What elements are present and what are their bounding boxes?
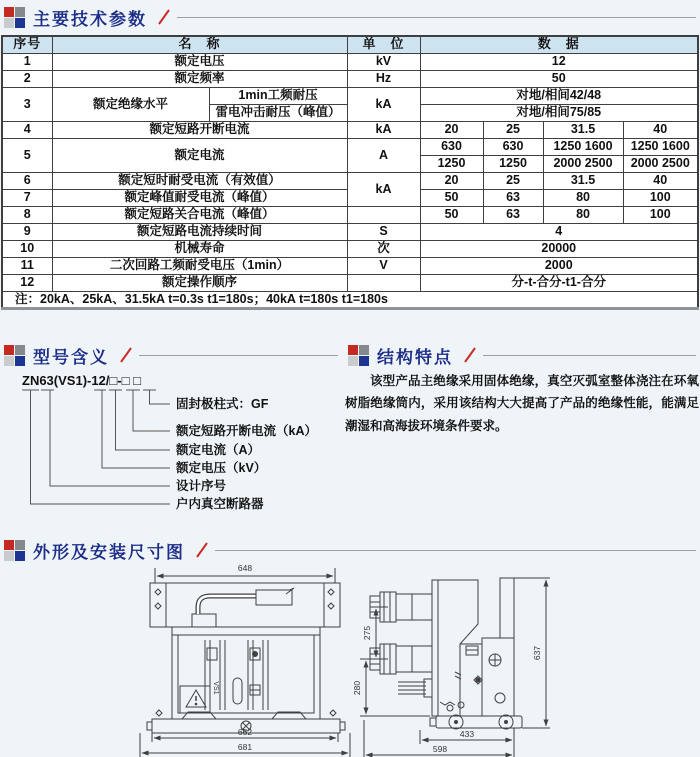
cell-name: 二次回路工频耐受电压（1min） [52, 257, 347, 274]
section-header-params [4, 5, 696, 29]
dimension-label: 275 [362, 625, 372, 641]
cell-data: 1250 1600 [543, 138, 623, 155]
cell-data: 630 [483, 138, 543, 155]
cell-data: 1250 [420, 155, 483, 172]
table-row [2, 87, 698, 104]
cell-subname: 雷电冲击耐压（峰值） [209, 104, 347, 121]
cell-no: 3 [2, 87, 52, 121]
model-label: 额定电流（A） [176, 443, 261, 457]
cell-data: 2000 2500 [543, 155, 623, 172]
cell-no: 12 [2, 274, 52, 291]
model-label: 户内真空断路器 [176, 497, 264, 511]
structure-paragraph: 该型产品主绝缘采用固体绝缘，真空灭弧室整体浇注在环氧树脂绝缘筒内，采用该结构大大提高了产品的绝缘性能，能满足潮湿和高海拔环境条件要求。 [345, 374, 699, 433]
table-note: 注：20kA、25kA、31.5kA t=0.3s t1=180s；40kA t=180s t1=180s [2, 291, 698, 308]
front-body-label: VS1 [212, 681, 219, 695]
red-slash-icon [463, 346, 477, 364]
divider-line [177, 17, 696, 18]
cell-subname: 1min工频耐压 [209, 87, 347, 104]
cell-no: 4 [2, 121, 52, 138]
model-label: 设计序号 [176, 479, 227, 493]
cell-data: 25 [483, 172, 543, 189]
cell-data: 100 [623, 206, 698, 223]
dimension-drawings [0, 560, 700, 757]
section-header-structure [348, 343, 696, 367]
cell-unit: kV [347, 53, 420, 70]
cell-data: 20000 [420, 240, 698, 257]
cell-name: 额定峰值耐受电流（峰值） [52, 189, 347, 206]
cell-unit [347, 274, 420, 291]
cell-no: 5 [2, 138, 52, 172]
cell-unit: A [347, 138, 420, 172]
cell-name: 额定短时耐受电流（有效值） [52, 172, 347, 189]
cell-data: 2000 [420, 257, 698, 274]
cell-no: 1 [2, 53, 52, 70]
red-slash-icon [157, 8, 171, 26]
model-code: ZN63(VS1)-12/□-□ □ [22, 373, 141, 388]
section-marker-icon [4, 540, 25, 561]
cell-name: 机械寿命 [52, 240, 347, 257]
red-slash-icon [119, 346, 133, 364]
cell-data: 63 [483, 189, 543, 206]
cell-data: 50 [420, 70, 698, 87]
cell-unit: kA [347, 121, 420, 138]
cell-data: 1250 1600 [623, 138, 698, 155]
cell-unit [347, 206, 420, 223]
col-header-no: 序号 [2, 36, 52, 53]
cell-no: 9 [2, 223, 52, 240]
cell-data: 50 [420, 206, 483, 223]
section-header-model [4, 343, 338, 367]
cell-no: 2 [2, 70, 52, 87]
cell-data: 4 [420, 223, 698, 240]
col-header-name: 名 称 [52, 36, 347, 53]
cell-no: 8 [2, 206, 52, 223]
cell-data: 20 [420, 121, 483, 138]
cell-unit: 次 [347, 240, 420, 257]
model-designation-diagram [18, 369, 348, 519]
section-title-dimensions: 外形及安装尺寸图 [33, 542, 185, 562]
cell-name: 额定操作顺序 [52, 274, 347, 291]
cell-unit: Hz [347, 70, 420, 87]
model-label: 额定电压（kV） [176, 461, 267, 475]
section-marker-icon [4, 345, 25, 366]
divider-line [139, 355, 338, 356]
table-row [2, 53, 698, 70]
table-row [2, 274, 698, 291]
cell-data: 对地/相间42/48 [420, 87, 698, 104]
cell-name: 额定短路电流持续时间 [52, 223, 347, 240]
section-header-dimensions [4, 538, 696, 562]
cell-data: 2000 2500 [623, 155, 698, 172]
section-title-params: 主要技术参数 [33, 9, 147, 29]
cell-data: 1250 [483, 155, 543, 172]
dimension-label: 433 [459, 729, 475, 739]
section-marker-icon [4, 7, 25, 28]
cell-no: 10 [2, 240, 52, 257]
cell-data: 31.5 [543, 121, 623, 138]
table-row [2, 206, 698, 223]
table-row [2, 172, 698, 189]
dimension-label: 637 [532, 645, 542, 661]
cell-unit: V [347, 257, 420, 274]
table-row [2, 70, 698, 87]
cell-unit: kA [347, 172, 420, 206]
dimension-label: 598 [432, 744, 448, 754]
section-title-structure: 结构特点 [377, 347, 453, 367]
cell-no: 11 [2, 257, 52, 274]
cell-name: 额定短路关合电流（峰值） [52, 206, 347, 223]
cell-name: 额定短路开断电流 [52, 121, 347, 138]
model-label: 固封极柱式：GF [176, 397, 269, 411]
cell-unit: kA [347, 87, 420, 121]
table-row [2, 257, 698, 274]
table-row [2, 138, 698, 155]
cell-data: 63 [483, 206, 543, 223]
table-note-row [2, 291, 698, 308]
red-slash-icon [195, 541, 209, 559]
col-header-data: 数 据 [420, 36, 698, 53]
cell-data: 80 [543, 189, 623, 206]
cell-data: 分-t-合分-t1-合分 [420, 274, 698, 291]
cell-data: 20 [420, 172, 483, 189]
table-row [2, 223, 698, 240]
cell-data: 31.5 [543, 172, 623, 189]
table-row [2, 121, 698, 138]
cell-no: 7 [2, 189, 52, 206]
cell-name: 额定电压 [52, 53, 347, 70]
cell-data: 40 [623, 172, 698, 189]
cell-data: 100 [623, 189, 698, 206]
cell-data: 80 [543, 206, 623, 223]
divider-line [215, 550, 696, 551]
cell-data: 12 [420, 53, 698, 70]
model-label: 额定短路开断电流（kA） [176, 424, 317, 438]
table-header-row [2, 36, 698, 53]
col-header-unit: 单 位 [347, 36, 420, 53]
cell-name: 额定电流 [52, 138, 347, 172]
cell-name: 额定绝缘水平 [52, 87, 209, 121]
side-view-drawing [360, 578, 550, 757]
cell-data: 25 [483, 121, 543, 138]
cell-data: 对地/相间75/85 [420, 104, 698, 121]
dimension-label: 681 [237, 742, 253, 752]
dimension-label: 280 [352, 680, 362, 696]
section-marker-icon [348, 345, 369, 366]
divider-line [483, 355, 696, 356]
cell-data: 40 [623, 121, 698, 138]
cell-name: 额定频率 [52, 70, 347, 87]
cell-no: 6 [2, 172, 52, 189]
table-row [2, 240, 698, 257]
section-title-model: 型号含义 [33, 347, 109, 367]
cell-unit: S [347, 223, 420, 240]
dimension-label: 648 [237, 563, 253, 573]
cell-data: 50 [420, 189, 483, 206]
cell-data: 630 [420, 138, 483, 155]
dimension-label: 652 [237, 727, 253, 737]
spec-table [1, 35, 699, 310]
